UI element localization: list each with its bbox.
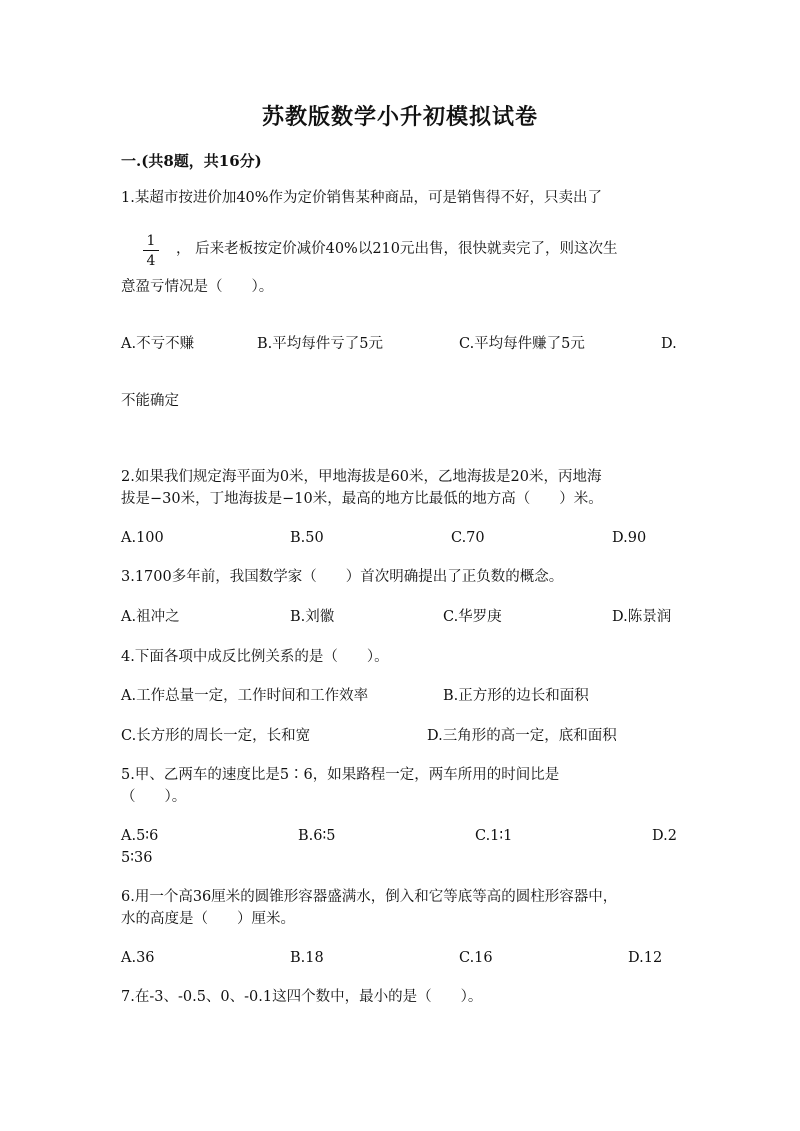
q6-text-line1: 6.用一个高36厘米的圆锥形容器盛满水，倒入和它等底等高的圆柱形容器中， [121, 889, 618, 905]
q1-text-line2: ， 后来老板按定价减价40%以210元出售，很快就卖完了，则这次生 [176, 241, 618, 257]
q5-text-line1: 5.甲、乙两车的速度比是5∶6，如果路程一定，两车所用的时间比是 [121, 767, 560, 783]
q4-option-c: C.长方形的周长一定，长和宽 [121, 728, 311, 744]
q1-fraction-numerator: 1 [146, 233, 156, 249]
q3-text-line1: 3.1700多年前，我国数学家（ ）首次明确提出了正负数的概念。 [121, 569, 564, 585]
q1-option-d: D. [661, 336, 677, 352]
q3-option-d: D.陈景润 [612, 609, 672, 625]
q2-option-c: C.70 [451, 530, 485, 546]
q7-text-line1: 7.在-3、-0.5、0、-0.1这四个数中，最小的是（ ）。 [121, 989, 483, 1005]
q5-option-d-text: 5∶36 [121, 850, 153, 866]
q6-option-b: B.18 [290, 950, 324, 966]
q4-option-d: D.三角形的高一定，底和面积 [427, 728, 617, 744]
q2-option-a: A.100 [121, 530, 164, 546]
q6-option-d: D.12 [628, 950, 663, 966]
q4-text-line1: 4.下面各项中成反比例关系的是（ ）。 [121, 649, 389, 665]
q5-option-c: C.1∶1 [475, 828, 513, 844]
q1-option-d-text: 不能确定 [121, 393, 179, 409]
q2-text-line1: 2.如果我们规定海平面为0米，甲地海拔是60米，乙地海拔是20米，丙地海 [121, 469, 602, 485]
q5-text-line2: （ ）。 [121, 789, 187, 805]
q6-text-line2: 水的高度是（ ）厘米。 [121, 911, 295, 927]
fraction-bar [143, 250, 159, 251]
q4-option-b: B.正方形的边长和面积 [443, 688, 589, 704]
q3-option-b: B.刘徽 [290, 609, 335, 625]
q5-option-b: B.6∶5 [298, 828, 336, 844]
q5-option-d: D.2 [652, 828, 677, 844]
q3-option-a: A.祖冲之 [121, 609, 180, 625]
q2-text-line2: 拔是−30米，丁地海拔是−10米，最高的地方比最低的地方高（ ）米。 [121, 491, 603, 507]
q6-option-a: A.36 [121, 950, 155, 966]
q1-option-c: C.平均每件赚了5元 [459, 336, 585, 352]
q6-option-c: C.16 [459, 950, 493, 966]
q1-option-a: A.不亏不赚 [121, 336, 195, 352]
section-header: 一.(共8题，共16分) [121, 152, 262, 170]
q1-option-b: B.平均每件亏了5元 [257, 336, 383, 352]
q4-option-a: A.工作总量一定，工作时间和工作效率 [121, 688, 369, 704]
q5-option-a: A.5∶6 [121, 828, 159, 844]
q2-option-d: D.90 [612, 530, 647, 546]
q1-fraction [143, 233, 159, 269]
q1-text-line1: 1.某超市按进价加40%作为定价销售某种商品，可是销售得不好，只卖出了 [121, 190, 603, 206]
q2-option-b: B.50 [290, 530, 324, 546]
q1-fraction-denominator: 4 [146, 253, 156, 269]
q3-option-c: C.华罗庚 [443, 609, 502, 625]
q1-text-line3: 意盈亏情况是（ ）。 [121, 279, 274, 295]
page-title: 苏教版数学小升初模拟试卷 [261, 104, 538, 130]
